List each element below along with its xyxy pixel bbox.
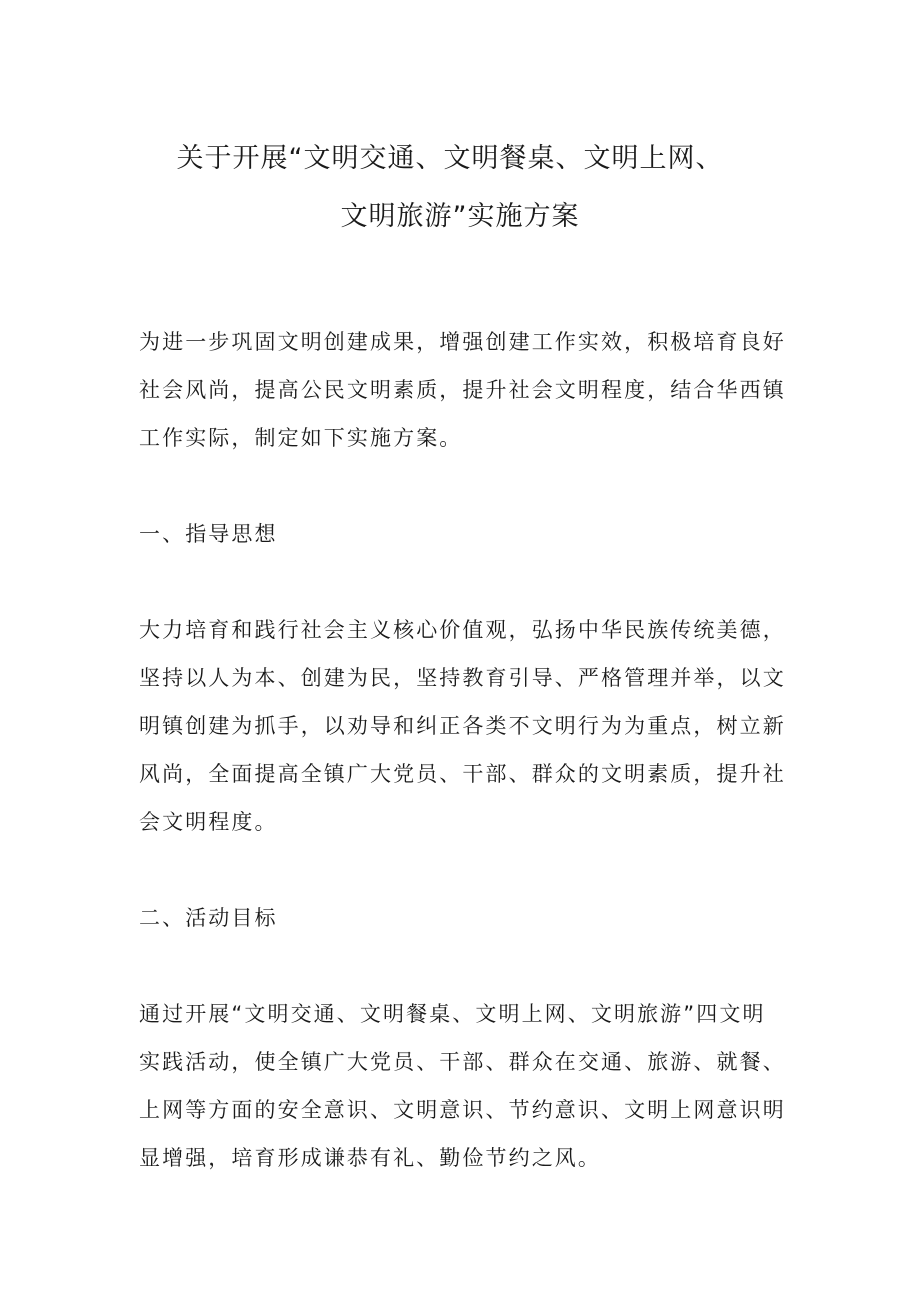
document-title-line-1: 关于开展“文明交通、文明餐桌、文明上网、 [176, 143, 724, 174]
guiding-ideology-paragraph [139, 606, 789, 846]
activity-goals-paragraph [139, 990, 789, 1182]
paragraph-line: 通过开展“文明交通、文明餐桌、文明上网、文明旅游”四文明 [139, 1002, 766, 1026]
paragraph-line: 显增强，培育形成谦恭有礼、勤俭节约之风。 [139, 1146, 601, 1170]
paragraph-line: 上网等方面的安全意识、文明意识、节约意识、文明上网意识明 [139, 1098, 786, 1122]
paragraph-line: 实践活动，使全镇广大党员、干部、群众在交通、旅游、就餐、 [139, 1050, 786, 1074]
section-heading-guiding-ideology: 一、指导思想 [139, 522, 278, 546]
document-title-line-2: 文明旅游”实施方案 [340, 201, 580, 232]
intro-line: 为进一步巩固文明创建成果，增强创建工作实效，积极培育良好 [139, 330, 786, 354]
paragraph-line: 大力培育和践行社会主义核心价值观，弘扬中华民族传统美德， [139, 618, 786, 642]
intro-line: 工作实际，制定如下实施方案。 [139, 426, 463, 450]
intro-paragraph [139, 318, 789, 462]
intro-line: 社会风尚，提高公民文明素质，提升社会文明程度，结合华西镇 [139, 378, 786, 402]
paragraph-line: 会文明程度。 [139, 810, 278, 834]
section-heading-activity-goals: 二、活动目标 [139, 906, 278, 930]
paragraph-line: 风尚，全面提高全镇广大党员、干部、群众的文明素质，提升社 [139, 762, 786, 786]
paragraph-line: 坚持以人为本、创建为民，坚持教育引导、严格管理并举，以文 [139, 666, 786, 690]
paragraph-line: 明镇创建为抓手，以劝导和纠正各类不文明行为为重点，树立新 [139, 714, 786, 738]
